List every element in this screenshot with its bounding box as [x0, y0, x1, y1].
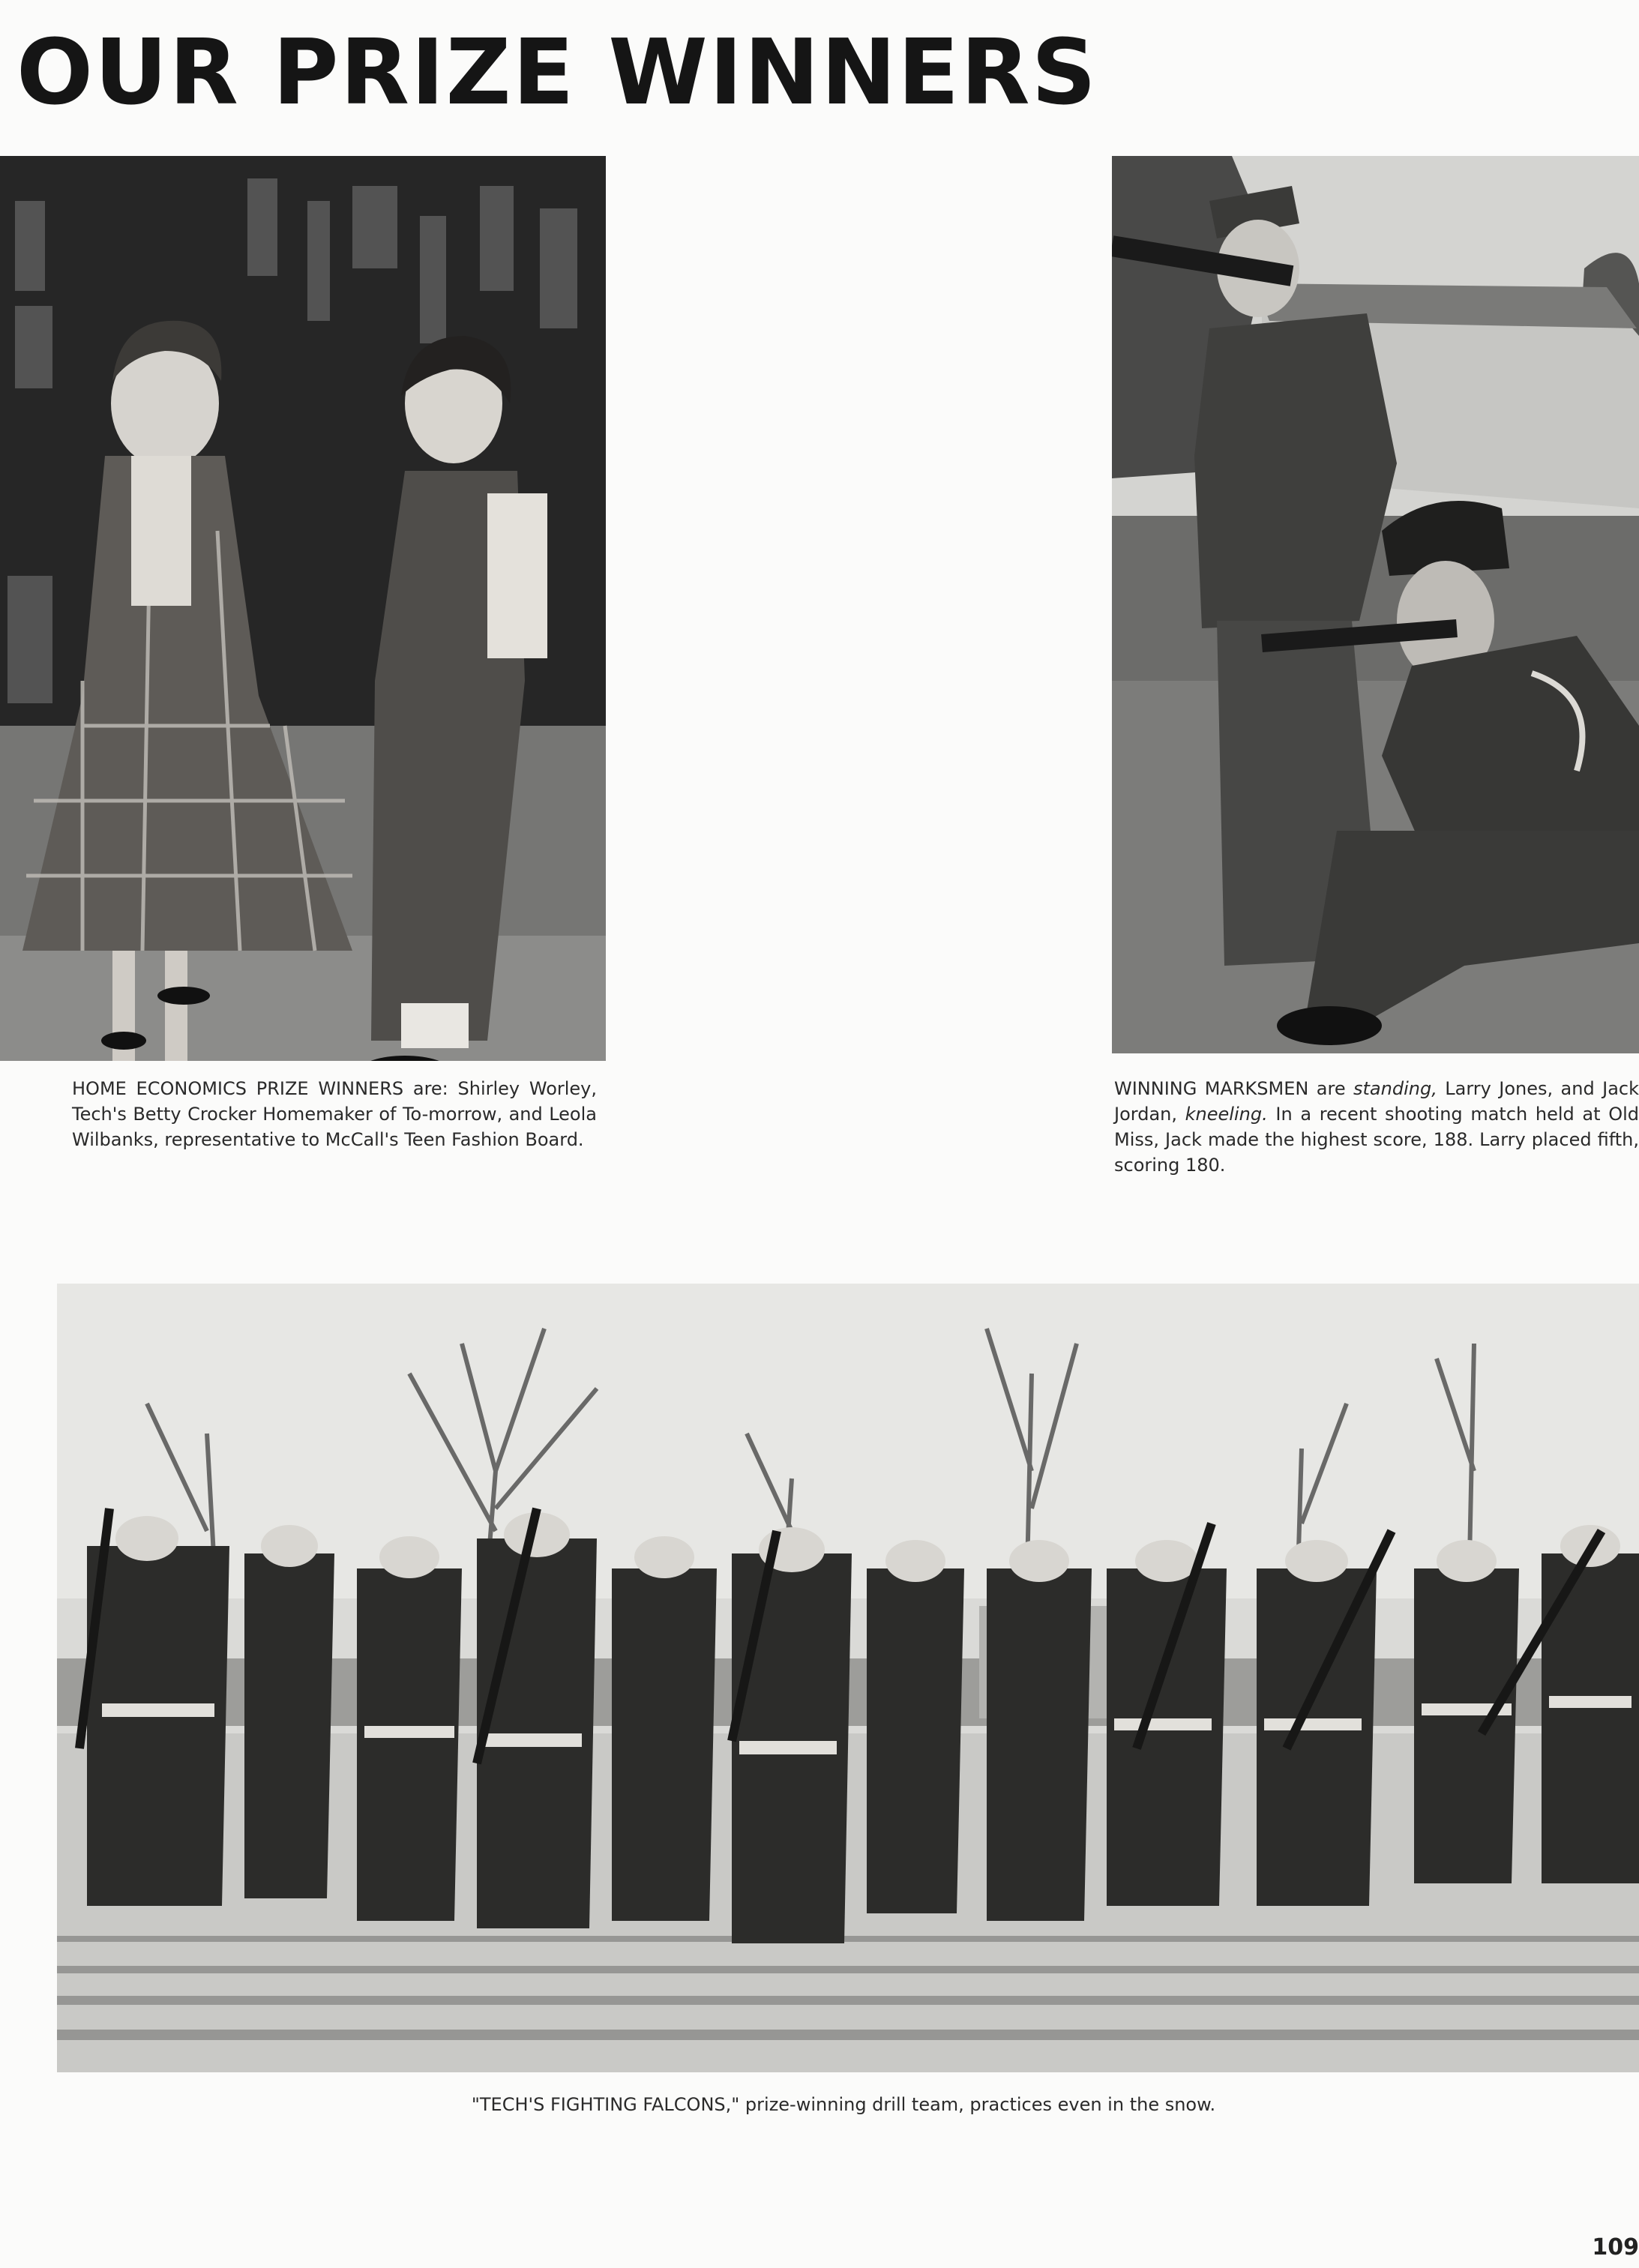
- caption-body: are: Shirley Worley, Tech's Betty Crocker Homemaker of To-morrow, and Leola Wilbanks, representative to McCall's Teen Fashion Board.: [72, 1078, 598, 1150]
- caption-emphasis: standing,: [1353, 1078, 1437, 1099]
- page-title: OUR PRIZE WINNERS: [16, 21, 1098, 125]
- caption-text: In a recent shooting match held at Old Miss, Jack made the highest score, 188. Larry placed fifth, scoring 180.: [1114, 1104, 1639, 1176]
- home-economics-photo: [0, 156, 606, 1061]
- page-number: 109: [1592, 2234, 1639, 2261]
- caption-lead: HOME ECONOMICS PRIZE WINNERS: [72, 1078, 404, 1099]
- home-economics-caption: [72, 1076, 597, 1152]
- drill-team-photo: [57, 1284, 1639, 2072]
- marksmen-photo: [1112, 156, 1639, 1053]
- drill-team-caption: "TECH'S FIGHTING FALCONS," prize-winning drill team, practices even in the snow.: [471, 2094, 1216, 2115]
- caption-text: are: [1308, 1078, 1354, 1099]
- caption-text: Larry Jones, and Jack Jordan,: [1114, 1078, 1639, 1125]
- marksmen-caption: [1114, 1076, 1639, 1178]
- caption-emphasis: kneeling.: [1185, 1104, 1268, 1125]
- caption-lead: WINNING MARKSMEN: [1114, 1078, 1309, 1099]
